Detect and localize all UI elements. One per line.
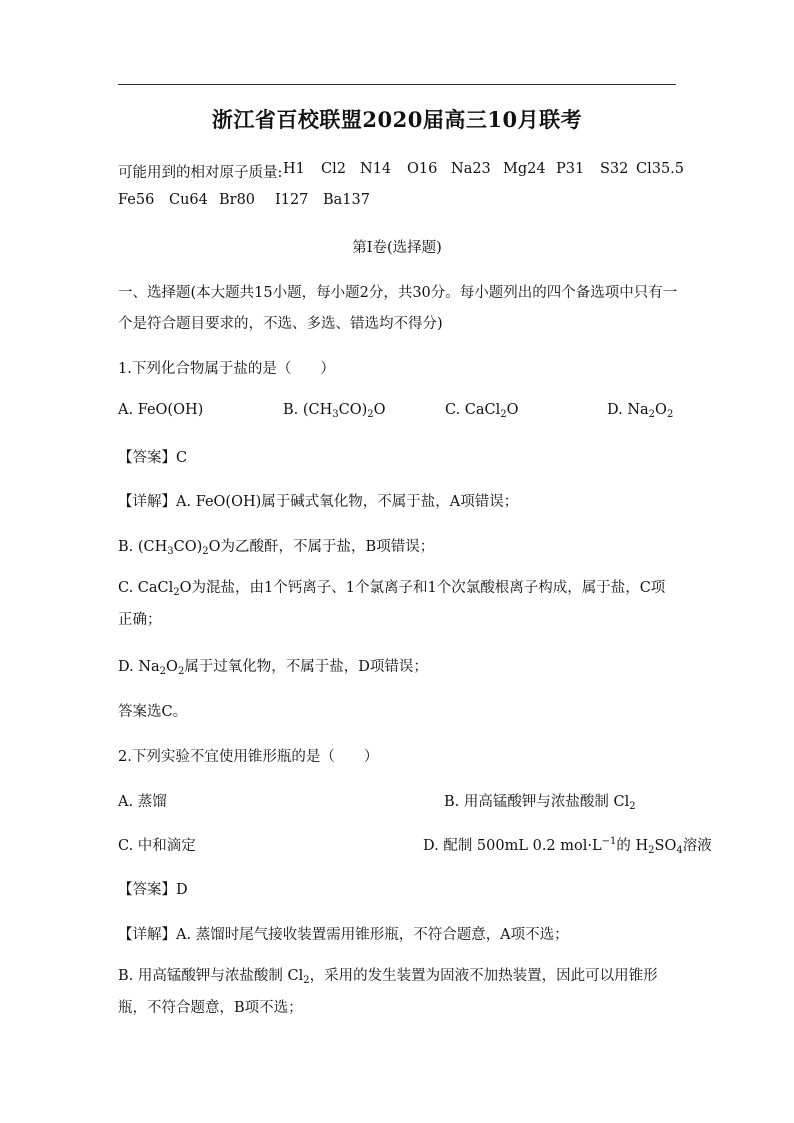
question-2-detail: B. 用高锰酸钾与浓盐酸制 $Cl_2$，采用的发生装置为固液不加热装置，因此可以用锥形瓶，不符合题意，B项不选； <box>118 968 658 1016</box>
question-1-option-c: C. CaCl$_2$O <box>445 402 519 420</box>
atomic-mass-item: Fe56 <box>118 192 155 208</box>
atomic-mass-item: O16 <box>407 161 438 177</box>
question-1-option-d: D. $Na_2O_2$ <box>607 402 674 420</box>
page-title: 浙江省百校联盟2020届高三10月联考 <box>211 107 583 132</box>
atomic-mass-item: Cu64 <box>169 192 208 208</box>
atomic-mass-item: N14 <box>360 161 392 177</box>
question-2-answer: 【答案】D <box>118 882 188 898</box>
atomic-mass-item: Ba137 <box>323 192 370 208</box>
question-1-detail: B. $(CH_3CO)_2O$为乙酸酐，不属于盐，B项错误； <box>118 539 435 557</box>
section-heading: 第I卷(选择题) <box>352 240 442 256</box>
atomic-mass-item: H1 <box>283 161 305 177</box>
atomic-mass-item: Cl35.5 <box>636 161 685 177</box>
section-intro-line: 一、选择题(本大题共15小题，每小题2分，共30分。每小题列出的四个备选项中只有一 <box>118 285 678 301</box>
atomic-mass-item: Na23 <box>451 161 491 177</box>
question-1-stem: 1.下列化合物属于盐的是（ ） <box>118 361 335 377</box>
atomic-mass-item: S32 <box>600 161 629 177</box>
question-2-option-a: A. 蒸馏 <box>118 794 167 810</box>
section-intro-line: 个是符合题目要求的，不选、多选、错选均不得分) <box>118 316 443 332</box>
question-1-detail: 【详解】A. FeO(OH)属于碱式氧化物，不属于盐，A项错误； <box>118 494 519 510</box>
question-2-option-b: B. 用高锰酸钾与浓盐酸制 $Cl_2$ <box>444 794 636 812</box>
question-2-stem: 2.下列实验不宜使用锥形瓶的是（ ） <box>118 749 379 765</box>
atomic-mass-item: Mg24 <box>503 161 546 177</box>
question-1-detail: C. CaCl$_2$O为混盐，由1个钙离子、1个氯离子和1个次氯酸根离子构成，属于盐，C项正确； <box>118 580 666 628</box>
question-2-detail: 【详解】A. 蒸馏时尾气接收装置需用锥形瓶，不符合题意，A项不选； <box>118 927 569 943</box>
question-1-option-b: B. $(CH_3CO)_2O$ <box>283 402 386 420</box>
atomic-mass-item: Cl2 <box>321 161 346 177</box>
header-rule <box>118 84 676 85</box>
question-1-detail: D. $Na_2O_2$属于过氧化物，不属于盐，D项错误； <box>118 659 428 677</box>
atomic-mass-item: Br80 <box>219 192 256 208</box>
atomic-mass-item: I127 <box>275 192 309 208</box>
atomic-mass-item: P31 <box>556 161 585 177</box>
question-2-option-c: C. 中和滴定 <box>118 838 196 854</box>
question-1-option-a: A. FeO(OH) <box>118 402 204 418</box>
question-2-option-d: D. 配制 500mL 0.2 $mol\cdot L^{-1}$的 $H_2SO_4$溶液 <box>423 836 712 856</box>
question-1-conclusion: 答案选C。 <box>118 704 188 720</box>
question-1-answer: 【答案】C <box>118 450 188 466</box>
atomic-mass-label: 可能用到的相对原子质量: <box>118 165 283 181</box>
